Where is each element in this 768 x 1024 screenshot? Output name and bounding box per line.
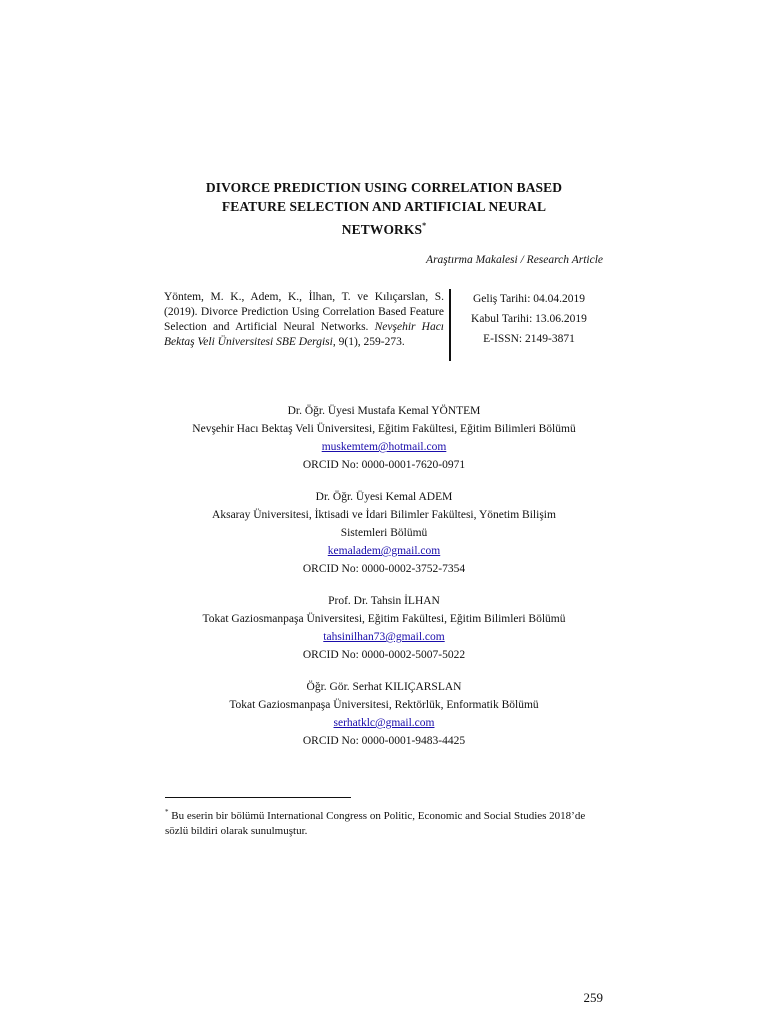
title-line-1: DIVORCE PREDICTION USING CORRELATION BASED xyxy=(205,180,563,195)
citation-block xyxy=(164,290,444,350)
author-email-link[interactable]: serhatklc@gmail.com xyxy=(333,717,435,729)
paper-title xyxy=(150,178,618,239)
footnote-rule xyxy=(165,797,351,798)
divider-vertical xyxy=(449,289,451,361)
author-name: Prof. Dr. Tahsin İLHAN xyxy=(328,595,440,607)
author-block xyxy=(150,678,618,750)
author-orcid: ORCID No: 0000-0001-7620-0971 xyxy=(302,459,466,471)
citation-text: Yöntem, M. K., Adem, K., İlhan, T. ve Kılıçarslan, S. (2019). Divorce Prediction Using Correlation Based Feature Selection and Artificial Neural Networks. xyxy=(164,291,444,333)
eissn: E-ISSN: 2149-3871 xyxy=(483,333,575,345)
author-email-link[interactable]: muskemtem@hotmail.com xyxy=(321,441,447,453)
title-footnote-marker: * xyxy=(422,221,427,230)
footnote xyxy=(165,805,605,839)
page-number: 259 xyxy=(583,990,603,1005)
dates-block xyxy=(454,289,604,349)
received-date: Geliş Tarihi: 04.04.2019 xyxy=(472,293,586,305)
authors-list xyxy=(150,402,618,764)
footnote-marker: * xyxy=(165,808,169,816)
author-orcid: ORCID No: 0000-0002-3752-7354 xyxy=(302,563,466,575)
author-block xyxy=(150,592,618,664)
author-email-link[interactable]: kemaladem@gmail.com xyxy=(327,545,441,557)
title-line-3 xyxy=(150,216,618,239)
author-orcid: ORCID No: 0000-0001-9483-4425 xyxy=(302,735,466,747)
author-block xyxy=(150,488,618,578)
author-block xyxy=(150,402,618,474)
author-orcid: ORCID No: 0000-0002-5007-5022 xyxy=(302,649,466,661)
author-name: Dr. Öğr. Üyesi Mustafa Kemal YÖNTEM xyxy=(287,405,481,417)
article-type: Araştırma Makalesi / Research Article xyxy=(426,254,603,266)
title-line-2: FEATURE SELECTION AND ARTIFICIAL NEURAL xyxy=(221,199,547,214)
footnote-text: Bu eserin bir bölümü International Congress on Politic, Economic and Social Studies 2018’de sözlü bildiri olarak sunulmuştur. xyxy=(165,810,586,837)
author-name: Öğr. Gör. Serhat KILIÇARSLAN xyxy=(306,681,462,693)
author-affiliation: Nevşehir Hacı Bektaş Veli Üniversitesi, Eğitim Fakültesi, Eğitim Bilimleri Bölümü xyxy=(192,423,576,435)
author-email-link[interactable]: tahsinilhan73@gmail.com xyxy=(323,631,445,643)
accepted-date: Kabul Tarihi: 13.06.2019 xyxy=(471,313,587,325)
citation-journal: Nevşehir Hacı Bektaş Veli Üniversitesi SBE Dergisi xyxy=(164,321,445,348)
author-affiliation: Tokat Gaziosmanpaşa Üniversitesi, Eğitim Fakültesi, Eğitim Bilimleri Bölümü xyxy=(202,613,566,625)
title-line-3-text: NETWORKS xyxy=(341,222,423,237)
citation-volume: , 9(1), 259-273. xyxy=(332,336,405,348)
author-affiliation: Aksaray Üniversitesi, İktisadi ve İdari Bilimler Fakültesi, Yönetim Bilişim Sistemleri Bölümü xyxy=(212,509,556,539)
author-affiliation: Tokat Gaziosmanpaşa Üniversitesi, Rektörlük, Enformatik Bölümü xyxy=(229,699,539,711)
author-name: Dr. Öğr. Üyesi Kemal ADEM xyxy=(315,491,453,503)
